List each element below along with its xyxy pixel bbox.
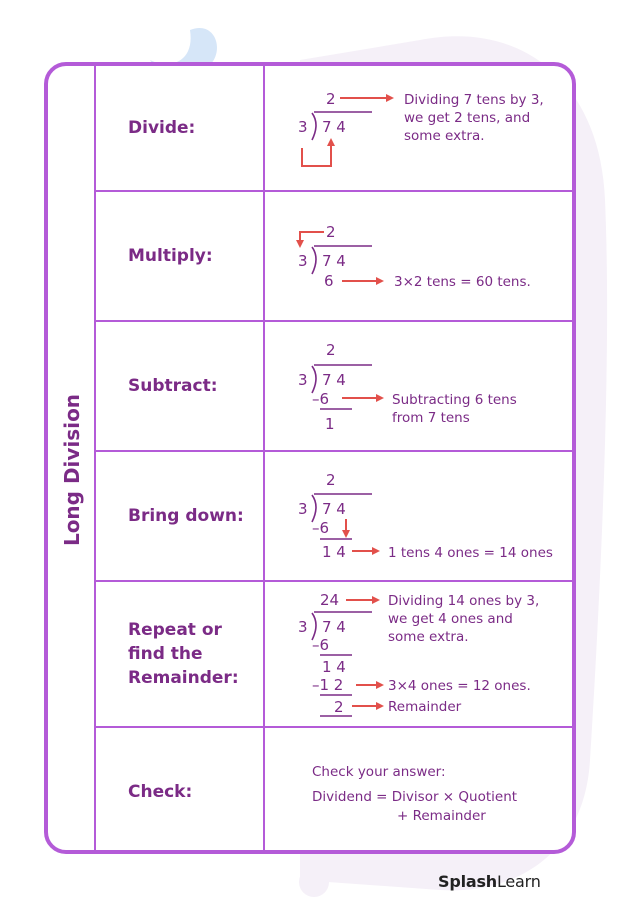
step-label-subtract: Subtract: — [128, 376, 218, 396]
note-line: 1 tens 4 ones = 14 ones — [388, 545, 553, 561]
product: 6 — [324, 272, 334, 290]
product2: –1 2 — [312, 676, 344, 694]
check-line: + Remainder — [397, 808, 486, 824]
dividend: 7 4 — [322, 371, 346, 389]
quotient: 2 — [326, 471, 336, 489]
step-label-divide: Divide: — [128, 118, 196, 138]
step-label-bring-down: Bring down: — [128, 506, 244, 526]
divisor: 3 — [298, 118, 308, 136]
divisor: 3 — [298, 252, 308, 270]
step-label-line: Repeat or — [128, 620, 222, 640]
bring-down-example — [298, 471, 553, 561]
multiply-example — [298, 223, 531, 290]
difference: 1 — [325, 415, 335, 433]
note-line: Dividing 7 tens by 3, — [404, 92, 544, 108]
dividend: 7 4 — [322, 252, 346, 270]
note-line: Remainder — [388, 699, 462, 715]
arrow-icon — [300, 232, 324, 246]
divisor: 3 — [298, 371, 308, 389]
note-line: we get 2 tens, and — [404, 110, 531, 126]
step-label-check: Check: — [128, 782, 193, 802]
quotient: 24 — [320, 591, 340, 609]
remainder: 2 — [334, 698, 344, 716]
product: –6 — [312, 390, 330, 408]
subtract-example — [298, 341, 517, 433]
check-line: Dividend = Divisor × Quotient — [312, 789, 518, 805]
divisor: 3 — [298, 500, 308, 518]
repeat-example — [298, 591, 539, 716]
divisor: 3 — [298, 618, 308, 636]
product: –6 — [312, 519, 330, 537]
dividend: 7 4 — [322, 118, 346, 136]
dividend: 7 4 — [322, 618, 346, 636]
difference: 1 4 — [322, 543, 346, 561]
quotient: 2 — [326, 341, 336, 359]
note-line: we get 4 ones and — [388, 611, 513, 627]
brand-part1: Splash — [438, 872, 497, 891]
step-label-line: find the — [128, 644, 203, 664]
quotient: 2 — [326, 223, 336, 241]
side-title: Long Division — [60, 393, 84, 547]
note-line: 3×4 ones = 12 ones. — [388, 678, 531, 694]
dividend: 7 4 — [322, 500, 346, 518]
arrow-icon — [302, 140, 331, 166]
step-label-line: Remainder: — [128, 668, 239, 688]
step-label-multiply: Multiply: — [128, 246, 213, 266]
note-line: from 7 tens — [392, 410, 470, 426]
note-line: some extra. — [404, 128, 485, 144]
brand-part2: Learn — [496, 872, 541, 891]
note-line: Dividing 14 ones by 3, — [388, 593, 540, 609]
product: –6 — [312, 636, 330, 654]
note-line: Subtracting 6 tens — [392, 392, 517, 408]
splashlearn-logo — [438, 872, 541, 891]
note-line: some extra. — [388, 629, 469, 645]
quotient: 2 — [326, 90, 336, 108]
difference: 1 4 — [322, 658, 346, 676]
divide-example — [298, 90, 544, 166]
check-example — [312, 764, 517, 824]
note-line: 3×2 tens = 60 tens. — [394, 274, 531, 290]
check-line: Check your answer: — [312, 764, 446, 780]
